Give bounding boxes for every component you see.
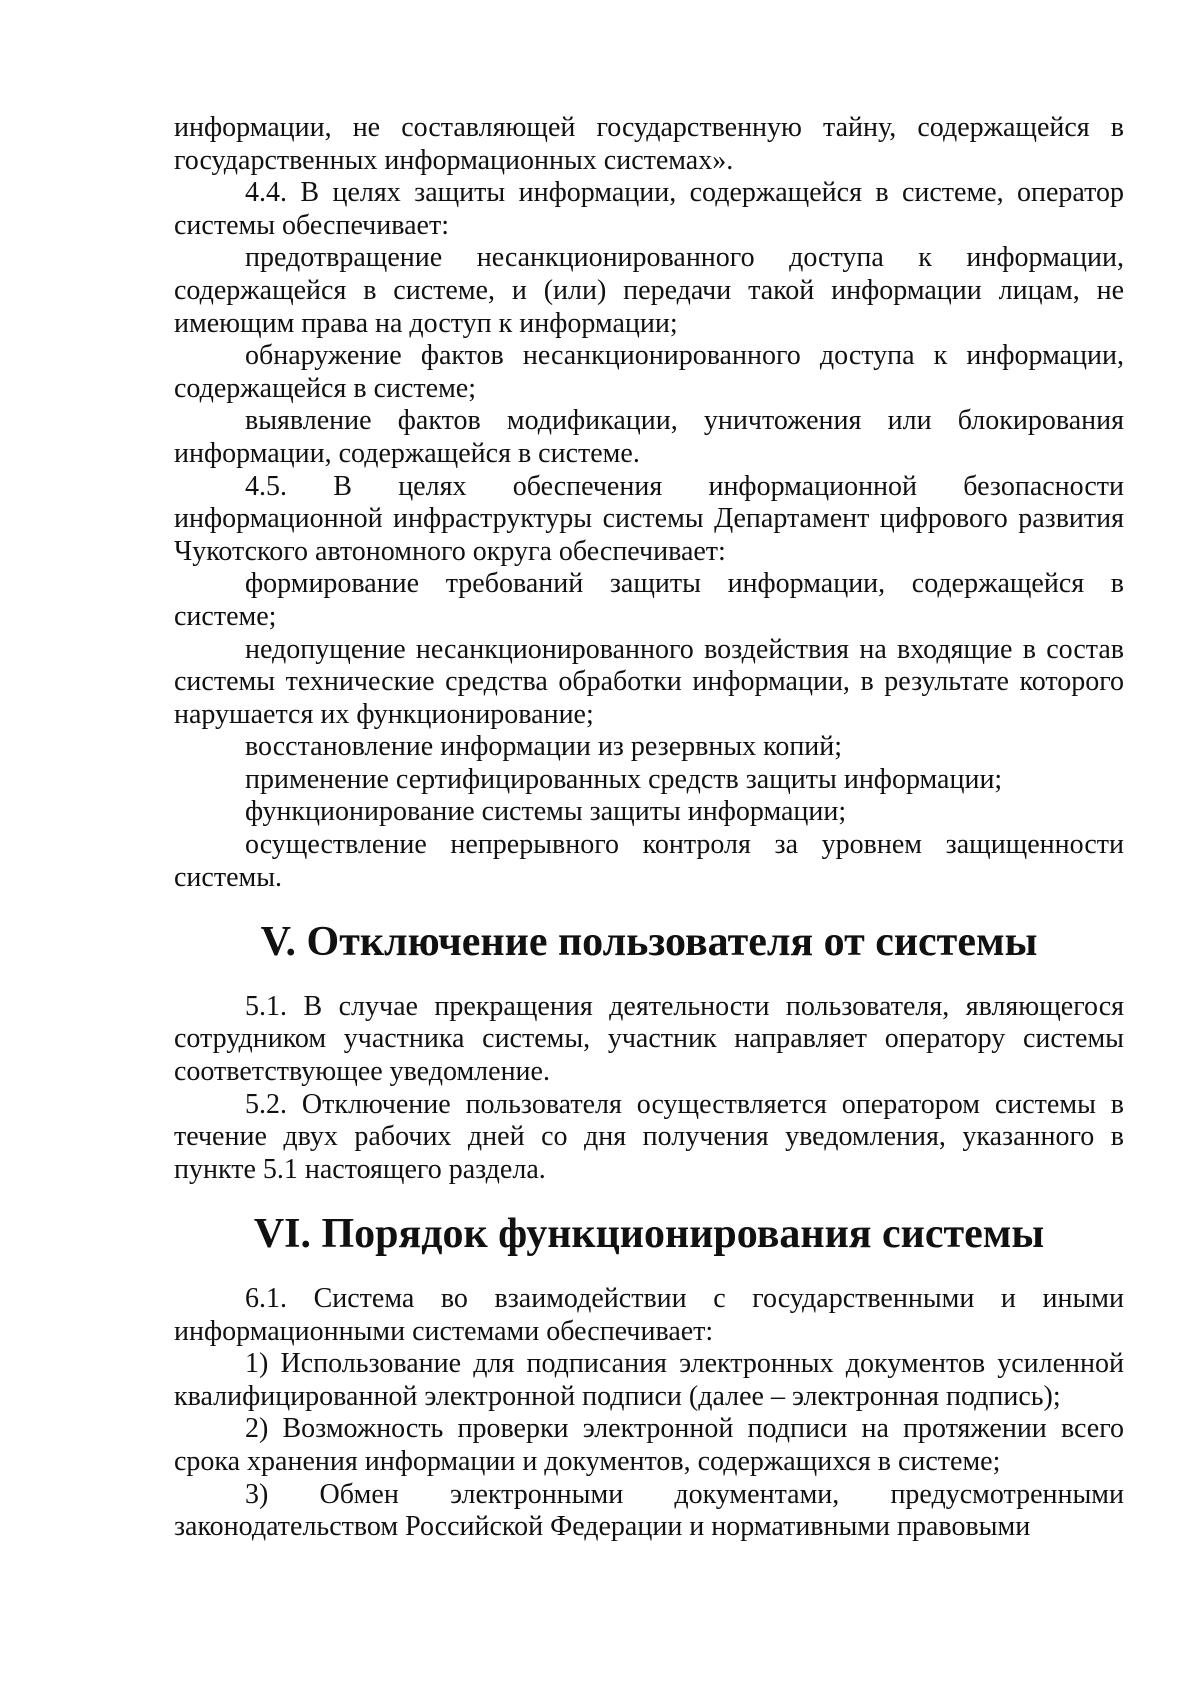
paragraph-continuation: информации, не составляющей государственную тайну, содержащейся в государственных информационных системах». xyxy=(174,112,1124,176)
section-6-title: VI. Порядок функционирования системы xyxy=(253,1211,1045,1258)
list-item-6-1-3: 3) Обмен электронными документами, предусмотренными законодательством Российской Федерации и нормативными правовыми xyxy=(174,1478,1124,1543)
paragraph-5-2: 5.2. Отключение пользователя осуществляется оператором системы в течение двух рабочих дней со дня получения уведомления, указанного в пункте 5.1 настоящего раздела. xyxy=(174,1088,1124,1185)
list-item-impact-prevention: недопущение несанкционированного воздействия на входящие в состав системы технические средства обработки информации, в результате которого нарушается их функционирование; xyxy=(174,633,1124,730)
paragraph-6-1: 6.1. Система во взаимодействии с государственными и иными информационными системами обеспечивает: xyxy=(174,1283,1124,1347)
document-page xyxy=(174,112,1124,1544)
list-item-prevention: предотвращение несанкционированного доступа к информации, содержащейся в системе, и (или) передачи такой информации лицам, не имеющим права на доступ к информации; xyxy=(174,242,1124,339)
list-item-certified-tools: применение сертифицированных средств защиты информации; xyxy=(245,763,1003,795)
list-item-identification: выявление фактов модификации, уничтожения или блокирования информации, содержащейся в системе. xyxy=(174,405,1124,469)
list-item-6-1-1: 1) Использование для подписания электронных документов усиленной квалифицированной электронной подписи (далее – электронная подпись); xyxy=(174,1348,1124,1412)
list-item-restore: восстановление информации из резервных копий; xyxy=(245,731,843,763)
paragraph-5-1: 5.1. В случае прекращения деятельности пользователя, являющегося сотрудником участника системы, участник направляет оператору системы соответствующее уведомление. xyxy=(174,990,1124,1088)
list-item-requirements: формирование требований защиты информации, содержащейся в системе; xyxy=(174,568,1124,632)
list-item-protection-system: функционирование системы защиты информации; xyxy=(245,796,847,828)
list-item-monitoring: осуществление непрерывного контроля за уровнем защищенности системы. xyxy=(174,829,1124,893)
list-item-detection: обнаружение фактов несанкционированного доступа к информации, содержащейся в системе; xyxy=(174,340,1124,404)
paragraph-4-5: 4.5. В целях обеспечения информационной безопасности информационной инфраструктуры системы Департамент цифрового развития Чукотского автономного округа обеспечивает: xyxy=(174,470,1124,567)
section-5-title: V. Отключение пользователя от системы xyxy=(260,919,1038,966)
list-item-6-1-2: 2) Возможность проверки электронной подписи на протяжении всего срока хранения информации и документов, содержащихся в системе; xyxy=(174,1413,1124,1477)
paragraph-4-4: 4.4. В целях защиты информации, содержащейся в системе, оператор системы обеспечивает: xyxy=(174,177,1124,241)
